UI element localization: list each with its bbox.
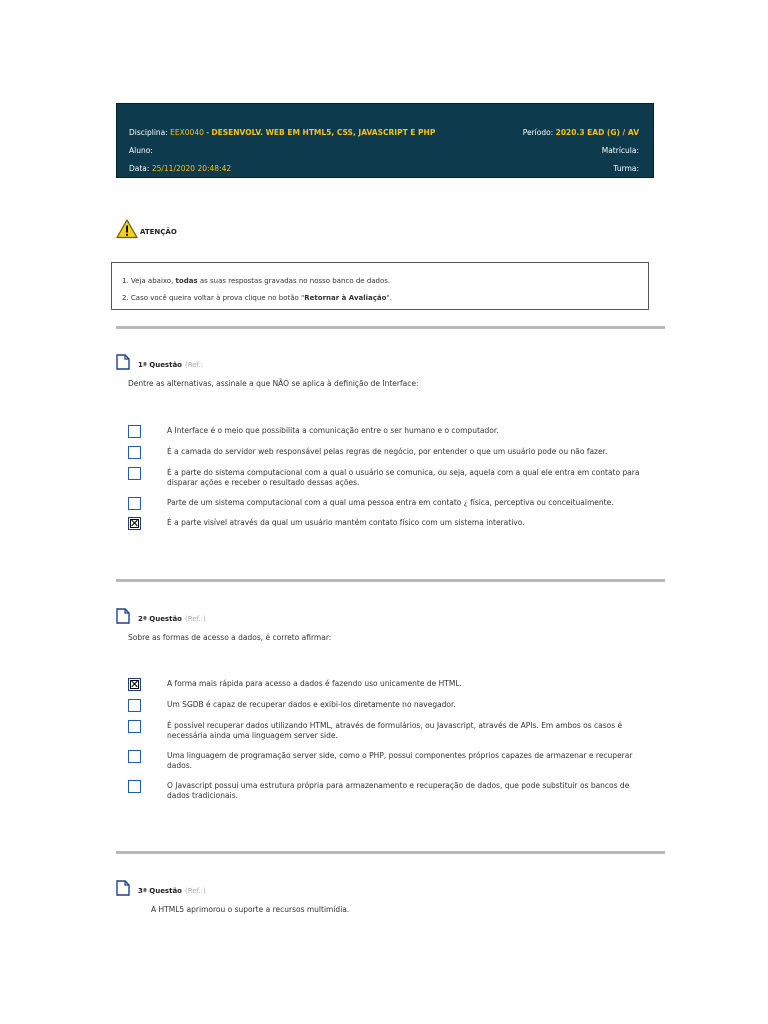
question-1-option-1[interactable] — [128, 425, 648, 438]
question-2-option-3[interactable] — [128, 720, 648, 740]
exam-header — [116, 103, 654, 178]
separator — [116, 326, 665, 329]
disciplina-code: EEX0040 — [170, 128, 204, 137]
option-text: A Interface é o meio que possibilita a comunicação entre o ser humano e o computador. — [167, 426, 499, 435]
document-icon — [116, 608, 130, 624]
disciplina-name: DESENVOLV. WEB EM HTML5, CSS, JAVASCRIPT E PHP — [211, 128, 436, 137]
question-2-option-4[interactable] — [128, 750, 648, 770]
question-2-ref: (Ref.:) — [184, 615, 206, 623]
question-2-option-2[interactable] — [128, 699, 648, 712]
question-3-label: 3ª Questão — [138, 887, 182, 895]
question-1-option-5[interactable] — [128, 517, 648, 530]
question-3-header — [116, 880, 206, 896]
option-text: É a parte do sistema computacional com a qual o usuário se comunica, ou seja, aquela com a qual ele entra em contato para disparar ações e receber o resultado dessas ações. — [167, 468, 640, 487]
question-1-header — [116, 354, 203, 370]
aluno-label: Aluno: — [129, 146, 153, 155]
attention-title: ATENÇÃO — [140, 228, 177, 236]
header-row-disciplina — [129, 128, 639, 137]
header-row-data — [129, 164, 639, 173]
disciplina-label: Disciplina: — [129, 128, 168, 137]
option-checkbox[interactable] — [128, 467, 141, 480]
option-checkbox[interactable] — [128, 720, 141, 733]
question-2-option-1[interactable] — [128, 678, 648, 691]
periodo-value: 2020.3 EAD (G) / AV — [555, 128, 639, 137]
option-text: O Javascript possui uma estrutura própria para armazenamento e recuperação de dados, que pode substituir os bancos de dados tradicionais. — [167, 781, 630, 800]
option-checkbox[interactable] — [128, 750, 141, 763]
question-1-ref: (Ref.: — [184, 361, 204, 369]
periodo-label: Período: — [522, 128, 554, 137]
option-checkbox[interactable] — [128, 699, 141, 712]
disciplina-separator: - — [206, 128, 209, 137]
data-value: 25/11/2020 20:48:42 — [151, 164, 232, 173]
option-text: É a parte visível através da qual um usuário mantém contato físico com um sistema interativo. — [167, 518, 525, 527]
option-text: Parte de um sistema computacional com a qual uma pessoa entra em contato ¿ física, perceptiva ou conceitualmente. — [167, 498, 614, 507]
document-icon — [116, 354, 130, 370]
option-text: É possível recuperar dados utilizando HTML, através de formulários, ou Javascript, através de APIs. Em ambos os casos é necessária ainda uma linguagem server side. — [167, 721, 623, 740]
question-1-option-4[interactable] — [128, 497, 648, 510]
question-2-option-5[interactable] — [128, 780, 648, 800]
warning-icon — [116, 219, 138, 239]
matricula-label: Matrícula: — [601, 146, 639, 155]
question-1-option-3[interactable] — [128, 467, 648, 487]
option-checkbox-checked[interactable]: ✕ — [129, 678, 140, 691]
data-label: Data: — [129, 164, 150, 173]
notice-line-1: 1. Veja abaixo, todas as suas respostas gravadas no nosso banco de dados. — [122, 277, 391, 285]
option-text: Um SGDB é capaz de recuperar dados e exibi-los diretamente no navegador. — [167, 700, 456, 709]
separator — [116, 851, 665, 854]
question-2-header — [116, 608, 206, 624]
question-1-label: 1ª Questão — [138, 361, 182, 369]
attention-heading — [116, 219, 177, 239]
option-checkbox[interactable] — [128, 497, 141, 510]
option-checkbox[interactable] — [128, 780, 141, 793]
question-1-option-2[interactable] — [128, 446, 648, 459]
question-2-text: Sobre as formas de acesso a dados, é correto afirmar: — [128, 633, 332, 642]
question-3-ref: (Ref.:) — [184, 887, 206, 895]
turma-label: Turma: — [613, 164, 639, 173]
document-icon — [116, 880, 130, 896]
option-text: É a camada do servidor web responsável pelas regras de negócio, por entender o que um usuário pode ou não fazer. — [167, 447, 608, 456]
question-1-text: Dentre as alternativas, assinale a que NÃO se aplica à definição de Interface: — [128, 379, 419, 388]
option-text: A forma mais rápida para acesso a dados é fazendo uso unicamente de HTML. — [167, 679, 462, 688]
option-checkbox[interactable] — [128, 446, 141, 459]
separator — [116, 579, 665, 582]
question-3-text: A HTML5 aprimorou o suporte a recursos multimídia. — [151, 905, 350, 914]
question-2-label: 2ª Questão — [138, 615, 182, 623]
option-checkbox[interactable] — [128, 425, 141, 438]
option-text: Uma linguagem de programação server side, como o PHP, possui componentes próprios capazes de armazenar e recuperar dados. — [167, 751, 633, 770]
header-row-aluno — [129, 146, 639, 155]
notice-line-2: 2. Caso você queira voltar à prova clique no botão "Retornar à Avaliação". — [122, 294, 392, 302]
option-checkbox-checked[interactable]: ✕ — [129, 517, 140, 530]
attention-notice — [111, 262, 649, 310]
